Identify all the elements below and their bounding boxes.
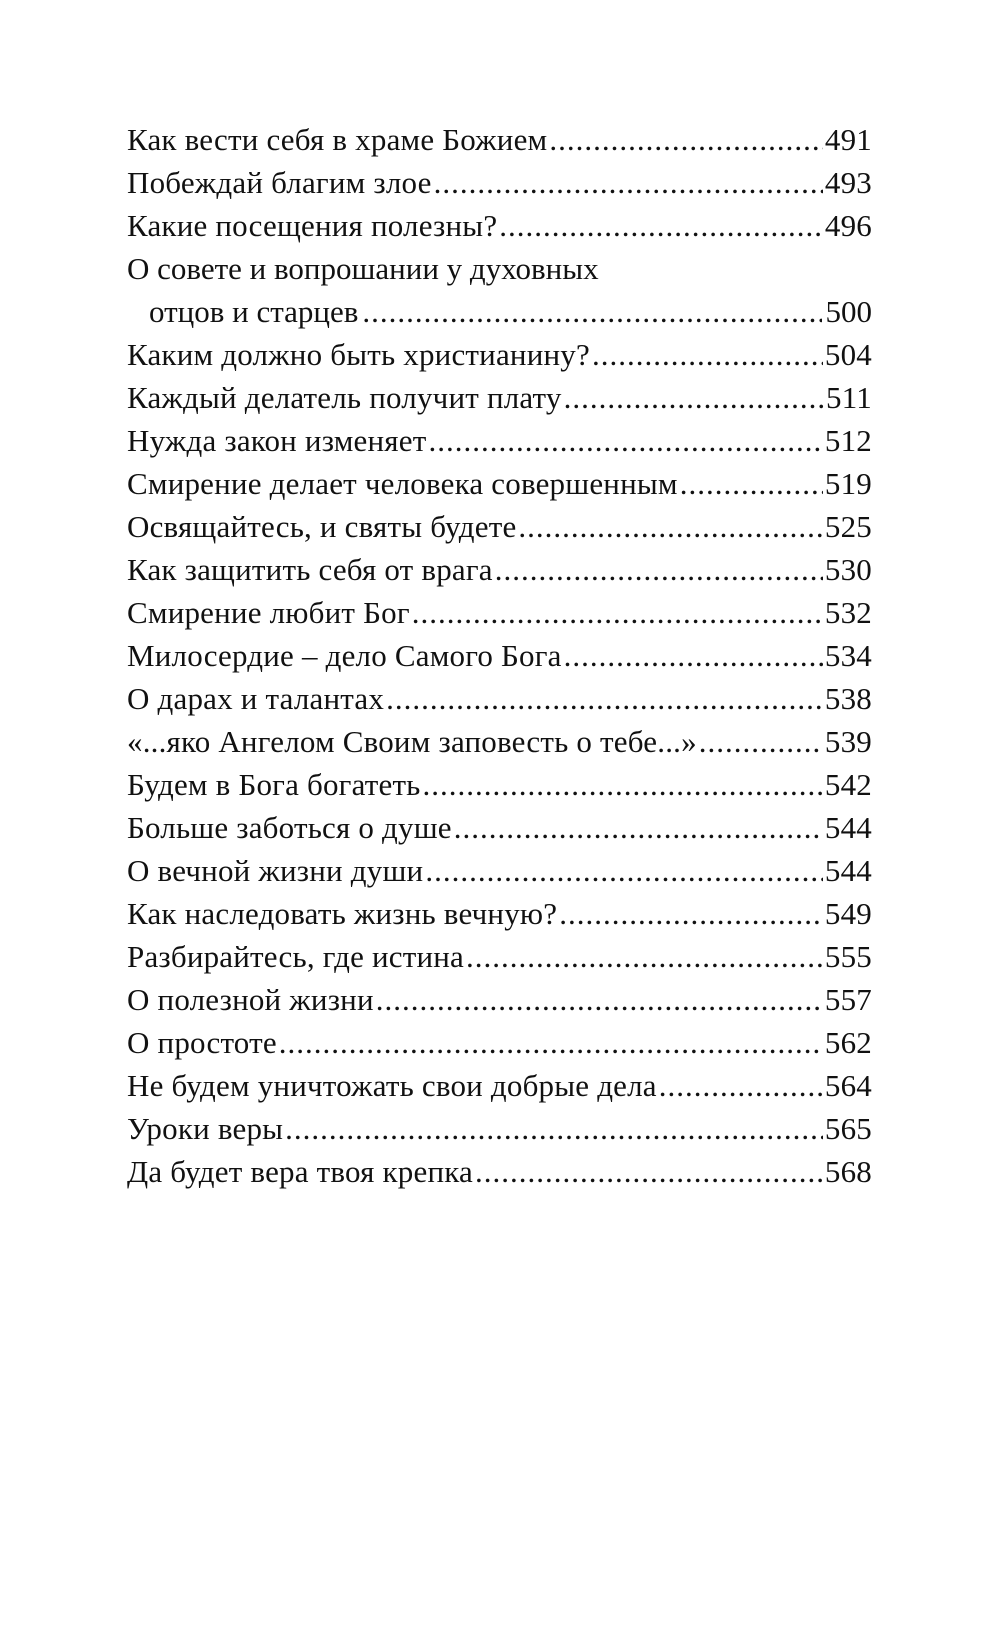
toc-entry-title-line2-row [127, 290, 872, 333]
dot-leader [564, 634, 823, 677]
dot-leader [376, 978, 823, 1021]
toc-entry [127, 1021, 872, 1064]
toc-entry-page: 491 [824, 122, 872, 157]
toc-entry-page: 500 [825, 294, 872, 329]
dot-leader [279, 1021, 823, 1064]
toc-entry [127, 935, 872, 978]
toc-entry-title: Как защитить себя от врага [127, 552, 493, 587]
toc-entry-page: 544 [824, 853, 872, 888]
dot-leader [592, 333, 823, 376]
toc-entry-page: 549 [824, 896, 872, 931]
toc-entry [127, 247, 872, 333]
toc-entry-title: Каждый делатель получит плату [127, 380, 562, 415]
toc-entry [127, 376, 872, 419]
toc-entry-title: Разбирайтесь, где истина [127, 939, 465, 974]
toc-entry [127, 591, 872, 634]
toc-entry-title: Больше заботься о душе [127, 810, 452, 845]
dot-leader [559, 892, 823, 935]
toc-entry-title: О простоте [127, 1025, 277, 1060]
toc-entry-page: 534 [824, 638, 872, 673]
toc-entry-title: Какие посещения полезны? [127, 208, 498, 243]
toc-entry-title: Уроки веры [127, 1111, 284, 1146]
toc-entry-page: 542 [824, 767, 872, 802]
toc-entry-title: О дарах и талантах [127, 681, 385, 716]
dot-leader [680, 462, 823, 505]
dot-leader [699, 720, 823, 763]
toc-entry [127, 204, 872, 247]
toc-entry-page: 512 [824, 423, 872, 458]
toc-entry-title: Смирение любит Бог [127, 595, 410, 630]
dot-leader [475, 1150, 823, 1193]
toc-entry-page: 539 [824, 724, 872, 759]
toc-entry-title: Да будет вера твоя крепка [127, 1154, 473, 1189]
toc-entry [127, 806, 872, 849]
dot-leader [428, 419, 822, 462]
toc-entry-page: 562 [824, 1025, 872, 1060]
toc-entry-title: «...яко Ангелом Своим заповесть о тебе...» [127, 724, 697, 759]
toc-entry-title: Освящайтесь, и святы будете [127, 509, 517, 544]
toc-entry-page: 564 [824, 1068, 872, 1103]
toc-entry-page: 538 [824, 681, 872, 716]
dot-leader [423, 763, 823, 806]
dot-leader [564, 376, 824, 419]
toc-entry-page: 532 [824, 595, 872, 630]
toc-entry-title: Каким должно быть христианину? [127, 337, 590, 372]
dot-leader [425, 849, 823, 892]
toc-entry [127, 1064, 872, 1107]
toc-entry [127, 505, 872, 548]
toc-entry [127, 419, 872, 462]
toc-entry-title: Милосердие – дело Самого Бога [127, 638, 562, 673]
toc-entry [127, 118, 872, 161]
toc-entry [127, 634, 872, 677]
toc-entry-title: Нужда закон изменяет [127, 423, 427, 458]
toc-entry-title-line1: О совете и вопрошании у духовных [127, 251, 599, 286]
toc-entry-page: 511 [826, 380, 872, 415]
toc-entry-page: 555 [824, 939, 872, 974]
toc-entry-page: 565 [824, 1111, 872, 1146]
toc-entry [127, 462, 872, 505]
toc-entry-page: 568 [824, 1154, 872, 1189]
toc-entry-page: 525 [824, 509, 872, 544]
dot-leader [518, 505, 822, 548]
dot-leader [412, 591, 823, 634]
toc-entry [127, 849, 872, 892]
dot-leader [285, 1107, 823, 1150]
toc-entry-page: 493 [824, 165, 872, 200]
toc-entry-title: Смирение делает человека совершенным [127, 466, 678, 501]
toc-entry-title-line2: отцов и старцев [149, 294, 359, 329]
toc-entry-page: 544 [824, 810, 872, 845]
toc-entry-title: Побеждай благим злое [127, 165, 432, 200]
toc-entry [127, 1107, 872, 1150]
dot-leader [466, 935, 823, 978]
toc-entry-page: 557 [824, 982, 872, 1017]
toc-entry [127, 677, 872, 720]
toc-entry-title: Как вести себя в храме Божием [127, 122, 548, 157]
table-of-contents [127, 118, 872, 1193]
toc-entry [127, 548, 872, 591]
toc-entry-page: 519 [824, 466, 872, 501]
toc-entry [127, 763, 872, 806]
toc-entry-page: 530 [824, 552, 872, 587]
toc-entry [127, 892, 872, 935]
dot-leader [454, 806, 823, 849]
dot-leader [434, 161, 823, 204]
toc-entry-title: Не будем уничтожать свои добрые дела [127, 1068, 657, 1103]
toc-entry-title: О полезной жизни [127, 982, 374, 1017]
dot-leader [495, 548, 823, 591]
dot-leader [362, 290, 821, 333]
dot-leader [499, 204, 823, 247]
toc-entry-title: Будем в Бога богатеть [127, 767, 421, 802]
dot-leader [659, 1064, 823, 1107]
dot-leader [386, 677, 823, 720]
dot-leader [549, 118, 823, 161]
toc-entry [127, 333, 872, 376]
toc-entry [127, 978, 872, 1021]
toc-entry [127, 161, 872, 204]
toc-entry-page: 496 [824, 208, 872, 243]
toc-entry [127, 720, 872, 763]
toc-entry-title: Как наследовать жизнь вечную? [127, 896, 558, 931]
toc-entry [127, 1150, 872, 1193]
toc-entry-title: О вечной жизни души [127, 853, 424, 888]
toc-entry-page: 504 [824, 337, 872, 372]
